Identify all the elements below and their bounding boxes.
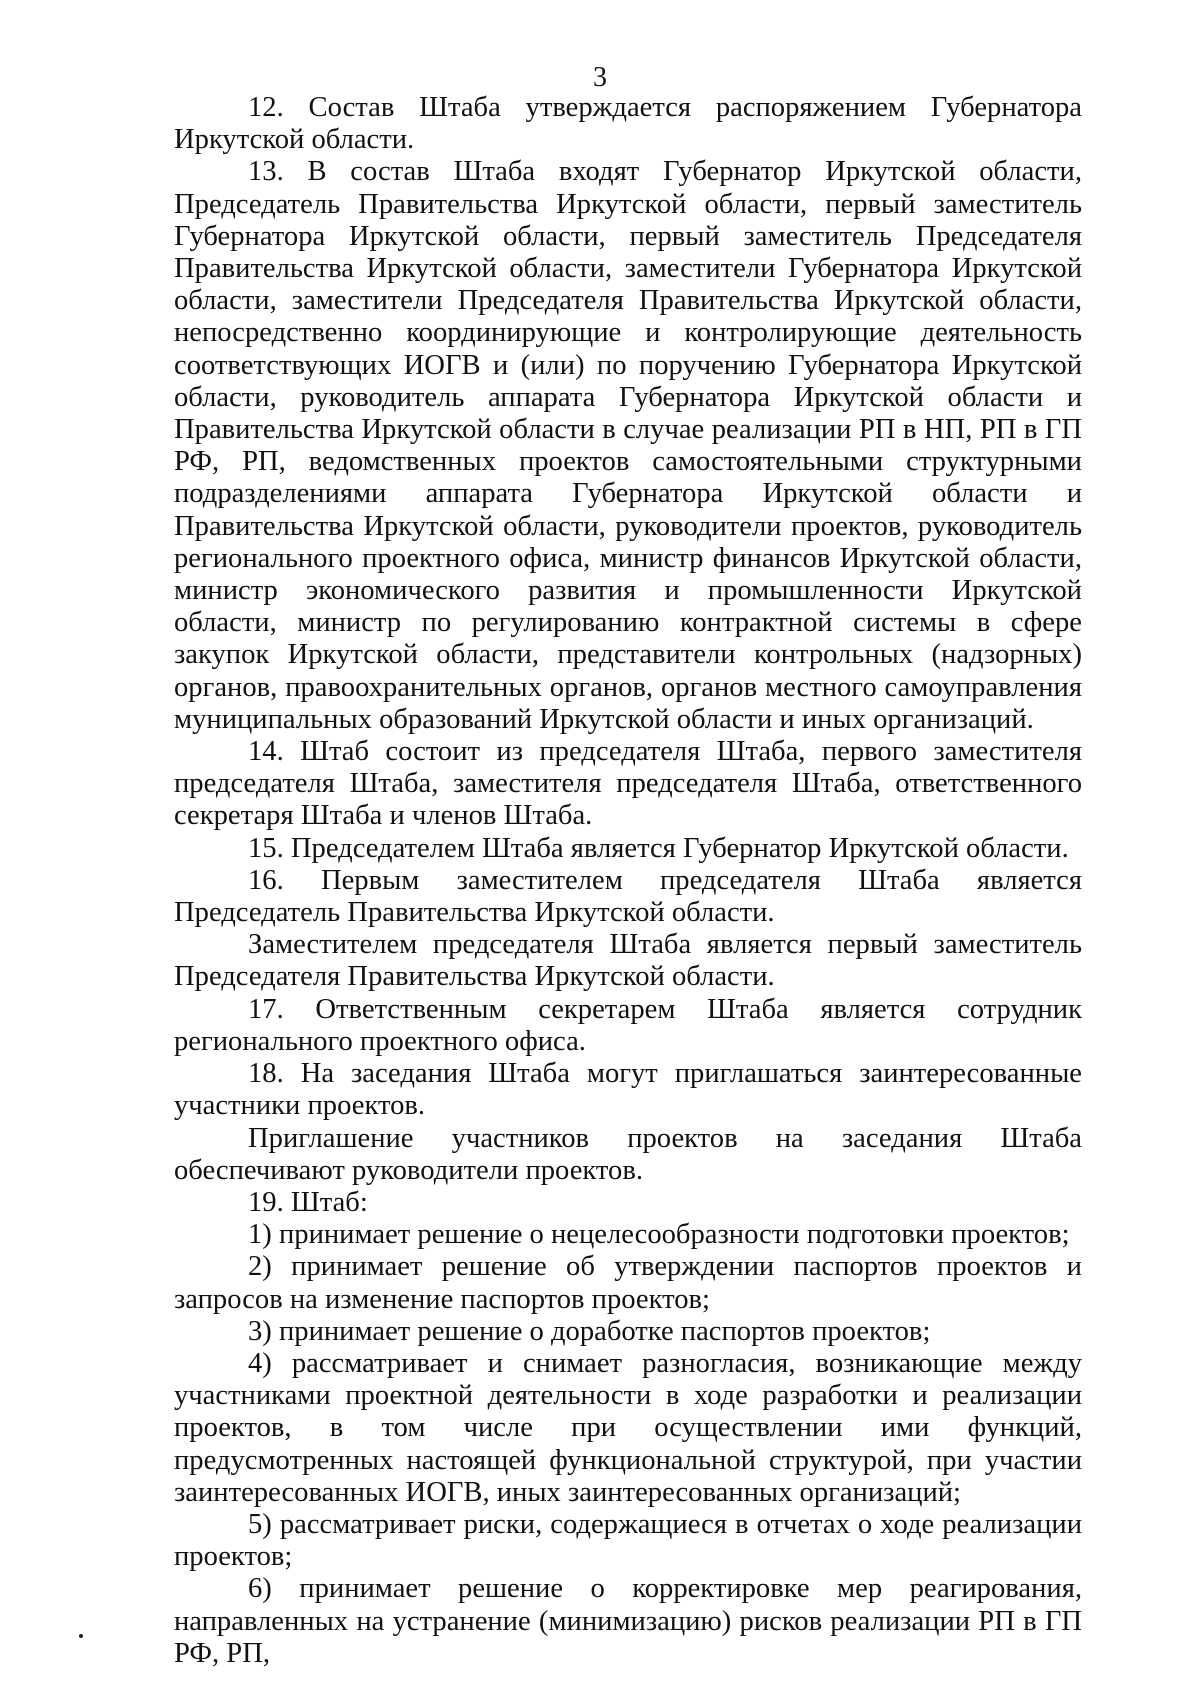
paragraph-16-deputy: Заместителем председателя Штаба является первый заместитель Председателя Правительства Иркутской области. — [174, 929, 1082, 993]
paragraph-18: 18. На заседания Штаба могут приглашаться заинтересованные участники проектов. — [174, 1058, 1082, 1122]
list-item-4: 4) рассматривает и снимает разногласия, возникающие между участниками проектной деятельности в ходе разработки и реализации проектов, в том числе при осуществлении ими функций, предусмотренных настоящей функциональной структурой, при участии заинтересованных ИОГВ, иных заинтересованных организаций; — [174, 1347, 1082, 1508]
paragraph-16: 16. Первым заместителем председателя Штаба является Председатель Правительства Иркутской области. — [174, 864, 1082, 929]
paragraph-17: 17. Ответственным секретарем Штаба является сотрудник регионального проектного офиса. — [174, 993, 1082, 1057]
list-item-6: 6) принимает решение о корректировке мер реагирования, направленных на устранение (минимизацию) рисков реализации РП в ГП РФ, РП, — [174, 1573, 1082, 1669]
list-item-5: 5) рассматривает риски, содержащиеся в отчетах о ходе реализации проектов; — [174, 1508, 1082, 1573]
list-item-3: 3) принимает решение о доработке паспортов проектов; — [248, 1315, 931, 1347]
paragraph-15: 15. Председателем Штаба является Губернатор Иркутской области. — [248, 832, 1069, 864]
scan-speck — [79, 1634, 83, 1638]
paragraph-19-heading: 19. Штаб: — [248, 1186, 368, 1218]
paragraph-18-invitation: Приглашение участников проектов на заседания Штаба обеспечивают руководители проектов. — [174, 1122, 1082, 1186]
paragraph-13: 13. В состав Штаба входят Губернатор Иркутской области, Председатель Правительства Иркутской области, первый заместитель Губернатора Иркутской области, первый заместитель Председателя Правительства Иркутской области, заместители Губернатора Иркутской области, заместители Председателя Правительства Иркутской области, непосредственно координирующие и контролирующие деятельность соответствующих ИОГВ и (или) по поручению Губернатора Иркутской области, руководитель аппарата Губернатора Иркутской области и Правительства Иркутской области в случае реализации РП в НП, РП в ГП РФ, РП, ведомственных проектов самостоятельными структурными подразделениями аппарата Губернатора Иркутской области и Правительства Иркутской области, руководители проектов, руководитель регионального проектного офиса, министр финансов Иркутской области, министр экономического развития и промышленности Иркутской области, министр по регулированию контрактной системы в сфере закупок Иркутской области, представители контрольных (надзорных) органов, правоохранительных органов, органов местного самоуправления муниципальных образований Иркутской области и иных организаций. — [174, 156, 1082, 735]
list-item-1: 1) принимает решение о нецелесообразности подготовки проектов; — [248, 1219, 1070, 1251]
paragraph-14: 14. Штаб состоит из председателя Штаба, первого заместителя председателя Штаба, заместителя председателя Штаба, ответственного секретаря Штаба и членов Штаба. — [174, 736, 1082, 832]
page-number: 3 — [593, 62, 607, 93]
list-item-2: 2) принимает решение об утверждении паспортов проектов и запросов на изменение паспортов проектов; — [174, 1251, 1082, 1315]
paragraph-12: 12. Состав Штаба утверждается распоряжением Губернатора Иркутской области. — [174, 92, 1082, 156]
